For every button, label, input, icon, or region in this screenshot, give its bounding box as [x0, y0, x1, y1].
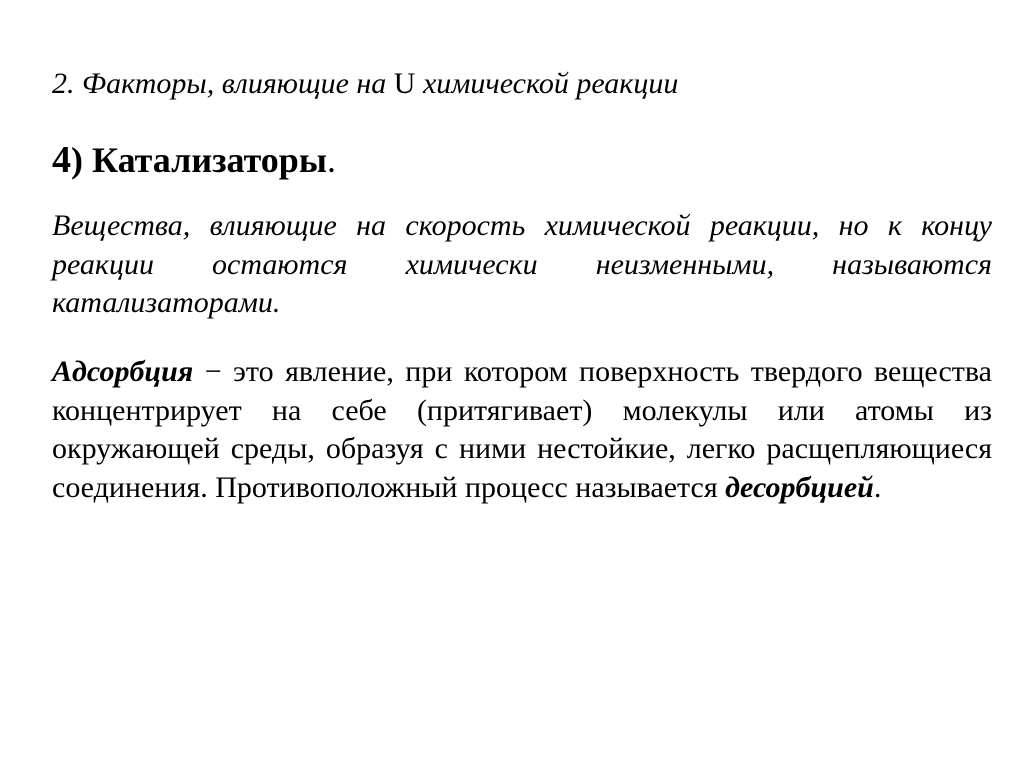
adsorption-body: − это явление, при котором поверхность твердого вещества концентрирует на себе (притягивает) молекулы или атомы из окружающей среды, образуя с ними нестойкие, легко расщепляющиеся соединения. Противоположный процесс называется [52, 355, 992, 504]
subtitle-u-letter: U [393, 67, 416, 100]
heading-number: 4 [52, 139, 71, 181]
slide-heading [52, 138, 952, 182]
adsorption-paragraph [52, 353, 992, 507]
desorption-term: десорбцией [725, 470, 874, 504]
definition-paragraph: Вещества, влияющие на скорость химической реакции, но к концу реакции остаются химически неизменными, называются катализаторами. [52, 209, 992, 319]
heading-text: ) Катализаторы [71, 140, 327, 180]
heading-dot: . [326, 140, 336, 180]
adsorption-end: . [873, 470, 882, 504]
slide-subtitle [52, 66, 952, 102]
adsorption-term: Адсорбция [52, 355, 194, 388]
subtitle-suffix: химической реакции [415, 67, 679, 100]
subtitle-prefix: 2. Факторы, влияющие на [52, 67, 394, 100]
